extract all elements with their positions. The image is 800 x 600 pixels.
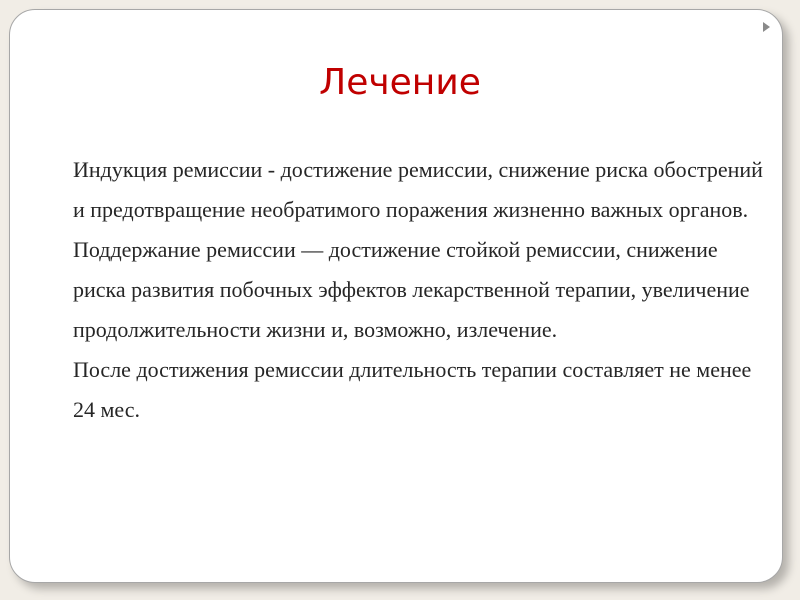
slide-title: Лечение (319, 62, 481, 103)
paragraph-remission-maintenance: Поддержание ремиссии — достижение стойкой ремиссии, снижение риска развития побочных эффектов лекарственной терапии, увеличение продолжительности жизни и, возможно, излечение. (73, 237, 750, 342)
paragraph-remission-induction: Индукция ремиссии - достижение ремиссии, снижение риска обострений и предотвращение необратимого поражения жизненно важных органов. (73, 157, 763, 222)
corner-arrow-icon (763, 22, 770, 32)
paragraph-therapy-duration: После достижения ремиссии длительность терапии составляет не менее 24 мес. (73, 357, 752, 422)
slide-body (73, 150, 773, 430)
slide-frame (9, 9, 783, 583)
